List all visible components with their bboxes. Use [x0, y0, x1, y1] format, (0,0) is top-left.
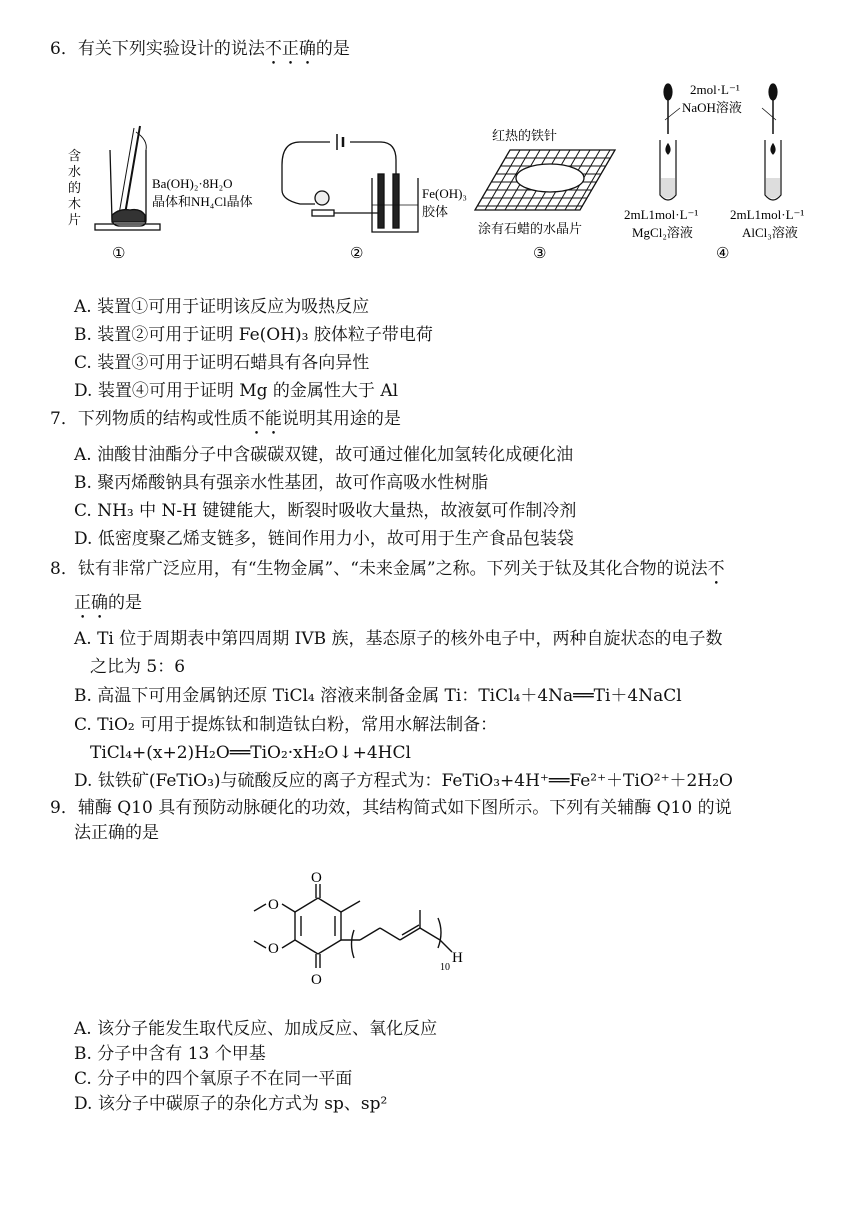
- q7-stem: [50, 408, 401, 439]
- structure-o-bottom: O: [311, 972, 322, 988]
- q8-stem-line2: [74, 592, 142, 623]
- q8-stem-emphasis-2: 正确: [74, 593, 108, 613]
- q9-option-c: C. 分子中的四个氧原子不在同一平面: [74, 1069, 353, 1089]
- q9-option-b: B. 分子中含有 13 个甲基: [74, 1044, 266, 1064]
- fig3-bottom-label: 涂有石蜡的水晶片: [478, 221, 583, 236]
- q6-option-c: C. 装置③可用于证明石蜡具有各向异性: [74, 353, 370, 373]
- q6-figures: [0, 70, 867, 270]
- q7-option-b: B. 聚丙烯酸钠具有强亲水性基团，故可作高吸水性树脂: [74, 473, 489, 493]
- q8-option-a-line1: A. Ti 位于周期表中第四周期 IVB 族，基态原子的核外电子中，两种自旋状态的电子数: [74, 629, 723, 649]
- q9-stem-line1: 9．辅酶 Q10 具有预防动脉硬化的功效，其结构简式如下图所示。下列有关辅酶 Q10 的说: [50, 798, 732, 818]
- q8-option-b: B. 高温下可用金属钠还原 TiCl₄ 溶液来制备金属 Ti：TiCl₄＋4Na══Ti＋4NaCl: [74, 686, 682, 706]
- q8-stem-line1: [50, 558, 725, 589]
- q6-stem-emphasis: 不正确: [264, 39, 316, 59]
- q8-stem-emphasis: 不: [707, 559, 725, 579]
- structure-o-top: O: [311, 870, 322, 886]
- q9-option-a: A. 该分子能发生取代反应、加成反应、氧化反应: [74, 1019, 438, 1039]
- q6-stem-text: 6．有关下列实验设计的说法: [50, 39, 265, 59]
- q9-option-d: D. 该分子中碳原子的杂化方式为 sp、sp²: [74, 1094, 388, 1114]
- fig1-reagent-line2: 晶体和NH₄Cl晶体: [152, 194, 253, 209]
- q9-stem-line2: 法正确的是: [74, 823, 159, 843]
- q7-option-c: C. NH₃ 中 N-H 键键能大，断裂时吸收大量热，故液氨可作制冷剂: [74, 501, 577, 521]
- q9-structure: [230, 860, 490, 1010]
- fig2-number: ②: [350, 246, 364, 262]
- fig1-number: ①: [112, 246, 126, 262]
- q6-option-d: D. 装置④可用于证明 Mg 的金属性大于 Al: [74, 381, 399, 401]
- structure-h: H: [452, 950, 463, 966]
- fig1-side-char: 水: [68, 164, 82, 179]
- q7-stem-suffix: 说明其用途的是: [281, 409, 401, 429]
- q8-stem-suffix: 的是: [108, 593, 142, 613]
- figure-1: [95, 126, 160, 230]
- fig4-right-line1: 2mL1mol·L⁻¹: [730, 207, 805, 222]
- q6-stem: [50, 38, 350, 69]
- q8-option-a-line2: 之比为 5：6: [90, 657, 186, 677]
- fig1-side-char: 的: [68, 180, 82, 195]
- fig1-reagent-line1: Ba(OH)₂·8H₂O: [152, 176, 233, 191]
- figure-2: [282, 134, 418, 232]
- figure-3: [475, 150, 615, 210]
- fig2-colloid-line1: Fe(OH)₃: [422, 186, 467, 201]
- fig3-top-label: 红热的铁针: [492, 128, 558, 143]
- structure-repeat-count: 10: [440, 962, 450, 973]
- fig4-left-line2: MgCl₂溶液: [632, 225, 693, 240]
- q8-option-c-line2: TiCl₄+(x+2)H₂O══TiO₂·xH₂O↓+4HCl: [90, 743, 411, 763]
- fig1-side-char: 片: [68, 212, 82, 227]
- fig1-side-char: 含: [68, 148, 82, 163]
- fig2-colloid-line2: 胶体: [422, 204, 449, 219]
- q6-option-b: B. 装置②可用于证明 Fe(OH)₃ 胶体粒子带电荷: [74, 325, 433, 345]
- q8-option-c-line1: C. TiO₂ 可用于提炼钛和制造钛白粉，常用水解法制备：: [74, 715, 498, 735]
- fig4-number: ④: [716, 246, 730, 262]
- q8-stem-text: 8．钛有非常广泛应用，有“生物金属”、“未来金属”之称。下列关于钛及其化合物的说法: [50, 559, 708, 579]
- q6-stem-suffix: 的是: [315, 39, 350, 59]
- q7-stem-emphasis: 不能: [247, 409, 282, 429]
- fig4-top-line2: NaOH溶液: [682, 100, 742, 115]
- fig3-number: ③: [533, 246, 547, 262]
- q6-option-a: A. 装置①可用于证明该反应为吸热反应: [74, 297, 370, 317]
- fig4-top-line1: 2mol·L⁻¹: [690, 82, 740, 97]
- q8-option-d: D. 钛铁矿(FeTiO₃)与硫酸反应的离子方程式为：FeTiO₃+4H⁺══Fe²⁺＋TiO²⁺＋2H₂O: [74, 771, 733, 791]
- q7-option-a: A. 油酸甘油酯分子中含碳碳双键，故可通过催化加氢转化成硬化油: [74, 445, 574, 465]
- structure-o-methoxy-1: O: [268, 897, 279, 913]
- structure-o-methoxy-2: O: [268, 941, 279, 957]
- q7-option-d: D. 低密度聚乙烯支链多，链间作用力小，故可用于生产食品包装袋: [74, 529, 574, 549]
- fig1-side-char: 木: [68, 196, 82, 211]
- q7-stem-text: 7．下列物质的结构或性质: [50, 409, 248, 429]
- fig4-left-line1: 2mL1mol·L⁻¹: [624, 207, 699, 222]
- fig4-right-line2: AlCl₃溶液: [742, 225, 798, 240]
